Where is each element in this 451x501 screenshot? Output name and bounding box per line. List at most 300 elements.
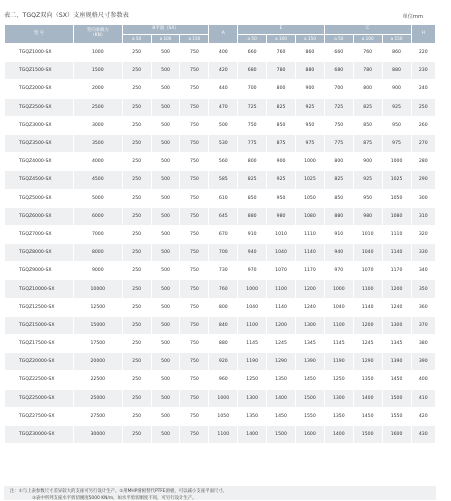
value-cell: 750 (324, 116, 353, 134)
value-cell: 1000 (73, 44, 122, 62)
value-cell: 980 (267, 207, 296, 225)
value-cell: 880 (295, 62, 324, 80)
value-cell: 940 (238, 244, 267, 262)
value-cell: 800 (324, 153, 353, 171)
table-row (5, 335, 436, 353)
value-cell: 1040 (324, 298, 353, 316)
value-cell: 910 (238, 225, 267, 243)
value-cell: 1000 (324, 280, 353, 298)
table-row (5, 298, 436, 316)
value-cell: 800 (209, 298, 238, 316)
value-cell: 1040 (353, 244, 382, 262)
value-cell: 3000 (73, 116, 122, 134)
table-row (5, 44, 436, 62)
value-cell: 1245 (353, 335, 382, 353)
value-cell: 920 (209, 353, 238, 371)
value-cell: 250 (122, 207, 151, 225)
value-cell: 470 (209, 98, 238, 116)
value-cell: 1345 (295, 335, 324, 353)
model-cell: TGQZ22500-SX (5, 371, 74, 389)
value-cell: 880 (209, 335, 238, 353)
value-cell: 270 (411, 134, 436, 152)
model-cell: TGQZ15000-SX (5, 316, 74, 334)
value-cell: 500 (151, 371, 180, 389)
table-row (5, 371, 436, 389)
value-cell: 250 (122, 134, 151, 152)
model-cell: TGQZ30000-SX (5, 425, 74, 443)
value-cell: 250 (122, 353, 151, 371)
value-cell: 250 (122, 389, 151, 407)
value-cell: 530 (209, 134, 238, 152)
value-cell: 780 (353, 62, 382, 80)
value-cell: 1000 (295, 153, 324, 171)
value-cell: 750 (180, 353, 209, 371)
value-cell: 1100 (238, 316, 267, 334)
value-cell: 500 (151, 116, 180, 134)
value-cell: 370 (411, 316, 436, 334)
value-cell: 420 (411, 407, 436, 425)
value-cell: 925 (353, 171, 382, 189)
table-row (5, 425, 436, 443)
value-cell: 700 (324, 80, 353, 98)
subheader: a 100 (267, 35, 296, 44)
value-cell: 950 (267, 189, 296, 207)
value-cell: 1170 (382, 262, 411, 280)
value-cell: 1350 (324, 407, 353, 425)
value-cell: 975 (295, 134, 324, 152)
value-cell: 500 (151, 98, 180, 116)
value-cell: 250 (122, 316, 151, 334)
value-cell: 1040 (267, 244, 296, 262)
value-cell: 800 (267, 80, 296, 98)
value-cell: 750 (180, 207, 209, 225)
model-cell: TGQZ1000-SX (5, 44, 74, 62)
spec-table (4, 24, 436, 444)
model-cell: TGQZ27500-SX (5, 407, 74, 425)
table-row (5, 189, 436, 207)
value-cell: 250 (122, 280, 151, 298)
value-cell: 800 (353, 80, 382, 98)
value-cell: 880 (324, 207, 353, 225)
value-cell: 7000 (73, 225, 122, 243)
header-group-b: B平面（SX） (122, 25, 209, 35)
value-cell: 15000 (73, 316, 122, 334)
value-cell: 1350 (238, 407, 267, 425)
value-cell: 1240 (382, 298, 411, 316)
value-cell: 1500 (267, 425, 296, 443)
value-cell: 12500 (73, 298, 122, 316)
value-cell: 1450 (353, 407, 382, 425)
value-cell: 1550 (382, 407, 411, 425)
unit-label: 单位mm (402, 14, 423, 20)
value-cell: 1290 (267, 353, 296, 371)
value-cell: 970 (238, 262, 267, 280)
table-row (5, 316, 436, 334)
value-cell: 250 (122, 262, 151, 280)
value-cell: 250 (122, 171, 151, 189)
value-cell: 585 (209, 171, 238, 189)
value-cell: 390 (411, 353, 436, 371)
value-cell: 1145 (238, 335, 267, 353)
value-cell: 750 (180, 189, 209, 207)
value-cell: 430 (411, 425, 436, 443)
value-cell: 500 (151, 353, 180, 371)
value-cell: 20000 (73, 353, 122, 371)
model-cell: TGQZ17500-SX (5, 335, 74, 353)
value-cell: 750 (180, 134, 209, 152)
table-row (5, 407, 436, 425)
value-cell: 250 (122, 371, 151, 389)
value-cell: 250 (122, 298, 151, 316)
value-cell: 1200 (353, 316, 382, 334)
value-cell: 1350 (353, 371, 382, 389)
value-cell: 250 (122, 425, 151, 443)
value-cell: 310 (411, 207, 436, 225)
value-cell: 950 (353, 189, 382, 207)
subheader: a 50 (324, 35, 353, 44)
value-cell: 750 (180, 225, 209, 243)
value-cell: 670 (209, 225, 238, 243)
value-cell: 1390 (295, 353, 324, 371)
value-cell: 440 (209, 80, 238, 98)
value-cell: 500 (151, 262, 180, 280)
value-cell: 1140 (353, 298, 382, 316)
value-cell: 1070 (353, 262, 382, 280)
value-cell: 380 (411, 335, 436, 353)
value-cell: 1345 (382, 335, 411, 353)
value-cell: 1010 (353, 225, 382, 243)
value-cell: 725 (238, 98, 267, 116)
value-cell: 1250 (238, 371, 267, 389)
value-cell: 1140 (295, 244, 324, 262)
value-cell: 1300 (382, 316, 411, 334)
value-cell: 975 (382, 134, 411, 152)
value-cell: 250 (122, 335, 151, 353)
value-cell: 400 (209, 44, 238, 62)
model-cell: TGQZ8000-SX (5, 244, 74, 262)
value-cell: 940 (324, 244, 353, 262)
value-cell: 1010 (267, 225, 296, 243)
value-cell: 1240 (295, 298, 324, 316)
value-cell: 250 (122, 80, 151, 98)
value-cell: 500 (151, 62, 180, 80)
value-cell: 660 (238, 44, 267, 62)
value-cell: 860 (295, 44, 324, 62)
value-cell: 500 (151, 425, 180, 443)
value-cell: 500 (151, 207, 180, 225)
table-row (5, 171, 436, 189)
value-cell: 1400 (353, 389, 382, 407)
value-cell: 280 (411, 153, 436, 171)
value-cell: 880 (382, 62, 411, 80)
value-cell: 9000 (73, 262, 122, 280)
table-row (5, 153, 436, 171)
value-cell: 1040 (238, 298, 267, 316)
value-cell: 760 (353, 44, 382, 62)
value-cell: 840 (209, 316, 238, 334)
value-cell: 22500 (73, 371, 122, 389)
value-cell: 750 (180, 389, 209, 407)
value-cell: 1400 (324, 425, 353, 443)
value-cell: 260 (411, 116, 436, 134)
value-cell: 800 (238, 153, 267, 171)
value-cell: 730 (209, 262, 238, 280)
value-cell: 850 (353, 116, 382, 134)
value-cell: 750 (180, 44, 209, 62)
value-cell: 1600 (382, 425, 411, 443)
model-cell: TGQZ4000-SX (5, 153, 74, 171)
value-cell: 1200 (382, 280, 411, 298)
value-cell: 750 (180, 298, 209, 316)
model-cell: TGQZ7000-SX (5, 225, 74, 243)
value-cell: 220 (411, 44, 436, 62)
note-line-2: ③表中所列支座水平剪切刚度5000 KN/m，如水平剪切刚度不同，可另行设计生产。 (32, 496, 197, 501)
value-cell: 700 (238, 80, 267, 98)
value-cell: 27500 (73, 407, 122, 425)
value-cell: 880 (238, 207, 267, 225)
value-cell: 3500 (73, 134, 122, 152)
value-cell: 2500 (73, 98, 122, 116)
model-cell: TGQZ12500-SX (5, 298, 74, 316)
value-cell: 1140 (267, 298, 296, 316)
value-cell: 1140 (382, 244, 411, 262)
value-cell: 1400 (238, 425, 267, 443)
value-cell: 8000 (73, 244, 122, 262)
value-cell: 1000 (382, 153, 411, 171)
value-cell: 850 (238, 189, 267, 207)
value-cell: 1245 (267, 335, 296, 353)
value-cell: 1100 (267, 280, 296, 298)
table-row (5, 98, 436, 116)
value-cell: 30000 (73, 425, 122, 443)
value-cell: 1080 (295, 207, 324, 225)
value-cell: 1080 (382, 207, 411, 225)
value-cell: 17500 (73, 335, 122, 353)
value-cell: 1050 (295, 189, 324, 207)
header-group-e: E (238, 25, 325, 35)
value-cell: 250 (122, 116, 151, 134)
table-row (5, 280, 436, 298)
subheader: a 150 (180, 35, 209, 44)
value-cell: 1300 (295, 316, 324, 334)
model-cell: TGQZ3000-SX (5, 116, 74, 134)
value-cell: 350 (411, 280, 436, 298)
value-cell: 750 (180, 335, 209, 353)
subheader: a 150 (382, 35, 411, 44)
subheader: a 50 (122, 35, 151, 44)
value-cell: 500 (151, 389, 180, 407)
value-cell: 850 (324, 189, 353, 207)
value-cell: 750 (180, 244, 209, 262)
value-cell: 560 (209, 153, 238, 171)
value-cell: 500 (151, 316, 180, 334)
table-row (5, 80, 436, 98)
value-cell: 330 (411, 244, 436, 262)
value-cell: 250 (122, 189, 151, 207)
header-model: 型 号 (5, 25, 74, 44)
value-cell: 500 (151, 335, 180, 353)
value-cell: 1100 (324, 316, 353, 334)
value-cell: 900 (295, 80, 324, 98)
value-cell: 1110 (382, 225, 411, 243)
value-cell: 900 (267, 153, 296, 171)
value-cell: 1025 (295, 171, 324, 189)
value-cell: 230 (411, 62, 436, 80)
value-cell: 290 (411, 171, 436, 189)
value-cell: 500 (151, 134, 180, 152)
value-cell: 1000 (209, 389, 238, 407)
value-cell: 1300 (324, 389, 353, 407)
value-cell: 825 (267, 98, 296, 116)
value-cell: 1250 (324, 371, 353, 389)
value-cell: 775 (324, 134, 353, 152)
value-cell: 25000 (73, 389, 122, 407)
value-cell: 680 (324, 62, 353, 80)
value-cell: 500 (151, 225, 180, 243)
value-cell: 500 (209, 116, 238, 134)
model-cell: TGQZ4500-SX (5, 171, 74, 189)
header-group-c: C (324, 25, 411, 35)
table-row (5, 389, 436, 407)
model-cell: TGQZ5000-SX (5, 189, 74, 207)
value-cell: 4000 (73, 153, 122, 171)
value-cell: 1450 (382, 371, 411, 389)
value-cell: 645 (209, 207, 238, 225)
value-cell: 750 (180, 280, 209, 298)
value-cell: 925 (267, 171, 296, 189)
table-row (5, 244, 436, 262)
value-cell: 825 (324, 171, 353, 189)
value-cell: 400 (411, 371, 436, 389)
value-cell: 950 (295, 116, 324, 134)
value-cell: 500 (151, 189, 180, 207)
value-cell: 1400 (267, 389, 296, 407)
value-cell: 300 (411, 189, 436, 207)
value-cell: 1500 (295, 389, 324, 407)
value-cell: 500 (151, 80, 180, 98)
value-cell: 1500 (73, 62, 122, 80)
table-row (5, 134, 436, 152)
value-cell: 760 (209, 280, 238, 298)
value-cell: 320 (411, 225, 436, 243)
value-cell: 750 (238, 116, 267, 134)
value-cell: 950 (382, 116, 411, 134)
value-cell: 860 (382, 44, 411, 62)
table-row (5, 207, 436, 225)
value-cell: 500 (151, 280, 180, 298)
value-cell: 1100 (209, 425, 238, 443)
value-cell: 10000 (73, 280, 122, 298)
header-load: 竖向承载力 （KN） (73, 25, 122, 44)
value-cell: 250 (122, 44, 151, 62)
value-cell: 1450 (267, 407, 296, 425)
value-cell: 1200 (267, 316, 296, 334)
value-cell: 420 (209, 62, 238, 80)
value-cell: 910 (324, 225, 353, 243)
value-cell: 1550 (295, 407, 324, 425)
model-cell: TGQZ2500-SX (5, 98, 74, 116)
value-cell: 1190 (238, 353, 267, 371)
value-cell: 900 (353, 153, 382, 171)
value-cell: 1600 (295, 425, 324, 443)
value-cell: 250 (122, 225, 151, 243)
value-cell: 1200 (295, 280, 324, 298)
value-cell: 750 (180, 80, 209, 98)
value-cell: 680 (238, 62, 267, 80)
model-cell: TGQZ3500-SX (5, 134, 74, 152)
value-cell: 1025 (382, 171, 411, 189)
header-a: A (209, 25, 238, 44)
subheader: a 100 (151, 35, 180, 44)
value-cell: 1050 (382, 189, 411, 207)
value-cell: 500 (151, 153, 180, 171)
value-cell: 900 (382, 80, 411, 98)
value-cell: 1390 (382, 353, 411, 371)
value-cell: 1145 (324, 335, 353, 353)
value-cell: 500 (151, 44, 180, 62)
value-cell: 750 (180, 62, 209, 80)
value-cell: 825 (238, 171, 267, 189)
value-cell: 1170 (295, 262, 324, 280)
value-cell: 410 (411, 389, 436, 407)
model-cell: TGQZ9000-SX (5, 262, 74, 280)
value-cell: 340 (411, 262, 436, 280)
value-cell: 1050 (209, 407, 238, 425)
value-cell: 1500 (353, 425, 382, 443)
value-cell: 750 (180, 371, 209, 389)
value-cell: 1500 (382, 389, 411, 407)
notes-box (4, 486, 436, 500)
value-cell: 610 (209, 189, 238, 207)
value-cell: 1100 (353, 280, 382, 298)
table-row (5, 262, 436, 280)
value-cell: 750 (180, 262, 209, 280)
model-cell: TGQZ25000-SX (5, 389, 74, 407)
value-cell: 970 (324, 262, 353, 280)
value-cell: 780 (267, 62, 296, 80)
value-cell: 1070 (267, 262, 296, 280)
value-cell: 750 (180, 116, 209, 134)
value-cell: 1350 (267, 371, 296, 389)
note-line-1: 注：①与上表参数尺寸差异较大的支座可另行设计生产。②用MHP滑板替代PTFE滑板，可以减小支座平面尺寸。 (10, 489, 228, 494)
subheader: a 50 (238, 35, 267, 44)
value-cell: 2000 (73, 80, 122, 98)
value-cell: 1290 (353, 353, 382, 371)
model-cell: TGQZ2000-SX (5, 80, 74, 98)
table-row (5, 225, 436, 243)
value-cell: 750 (180, 425, 209, 443)
model-cell: TGQZ10000-SX (5, 280, 74, 298)
value-cell: 725 (324, 98, 353, 116)
value-cell: 1190 (324, 353, 353, 371)
value-cell: 500 (151, 407, 180, 425)
table-body (5, 44, 436, 444)
value-cell: 980 (353, 207, 382, 225)
model-cell: TGQZ6000-SX (5, 207, 74, 225)
value-cell: 500 (151, 298, 180, 316)
value-cell: 250 (122, 407, 151, 425)
value-cell: 500 (151, 171, 180, 189)
value-cell: 250 (411, 98, 436, 116)
value-cell: 775 (238, 134, 267, 152)
value-cell: 875 (353, 134, 382, 152)
value-cell: 6000 (73, 207, 122, 225)
value-cell: 5000 (73, 189, 122, 207)
value-cell: 960 (209, 371, 238, 389)
value-cell: 1000 (238, 280, 267, 298)
table-title: 表二、TGQZ双向（SX）支座规格尺寸参数表 (4, 12, 129, 19)
value-cell: 360 (411, 298, 436, 316)
